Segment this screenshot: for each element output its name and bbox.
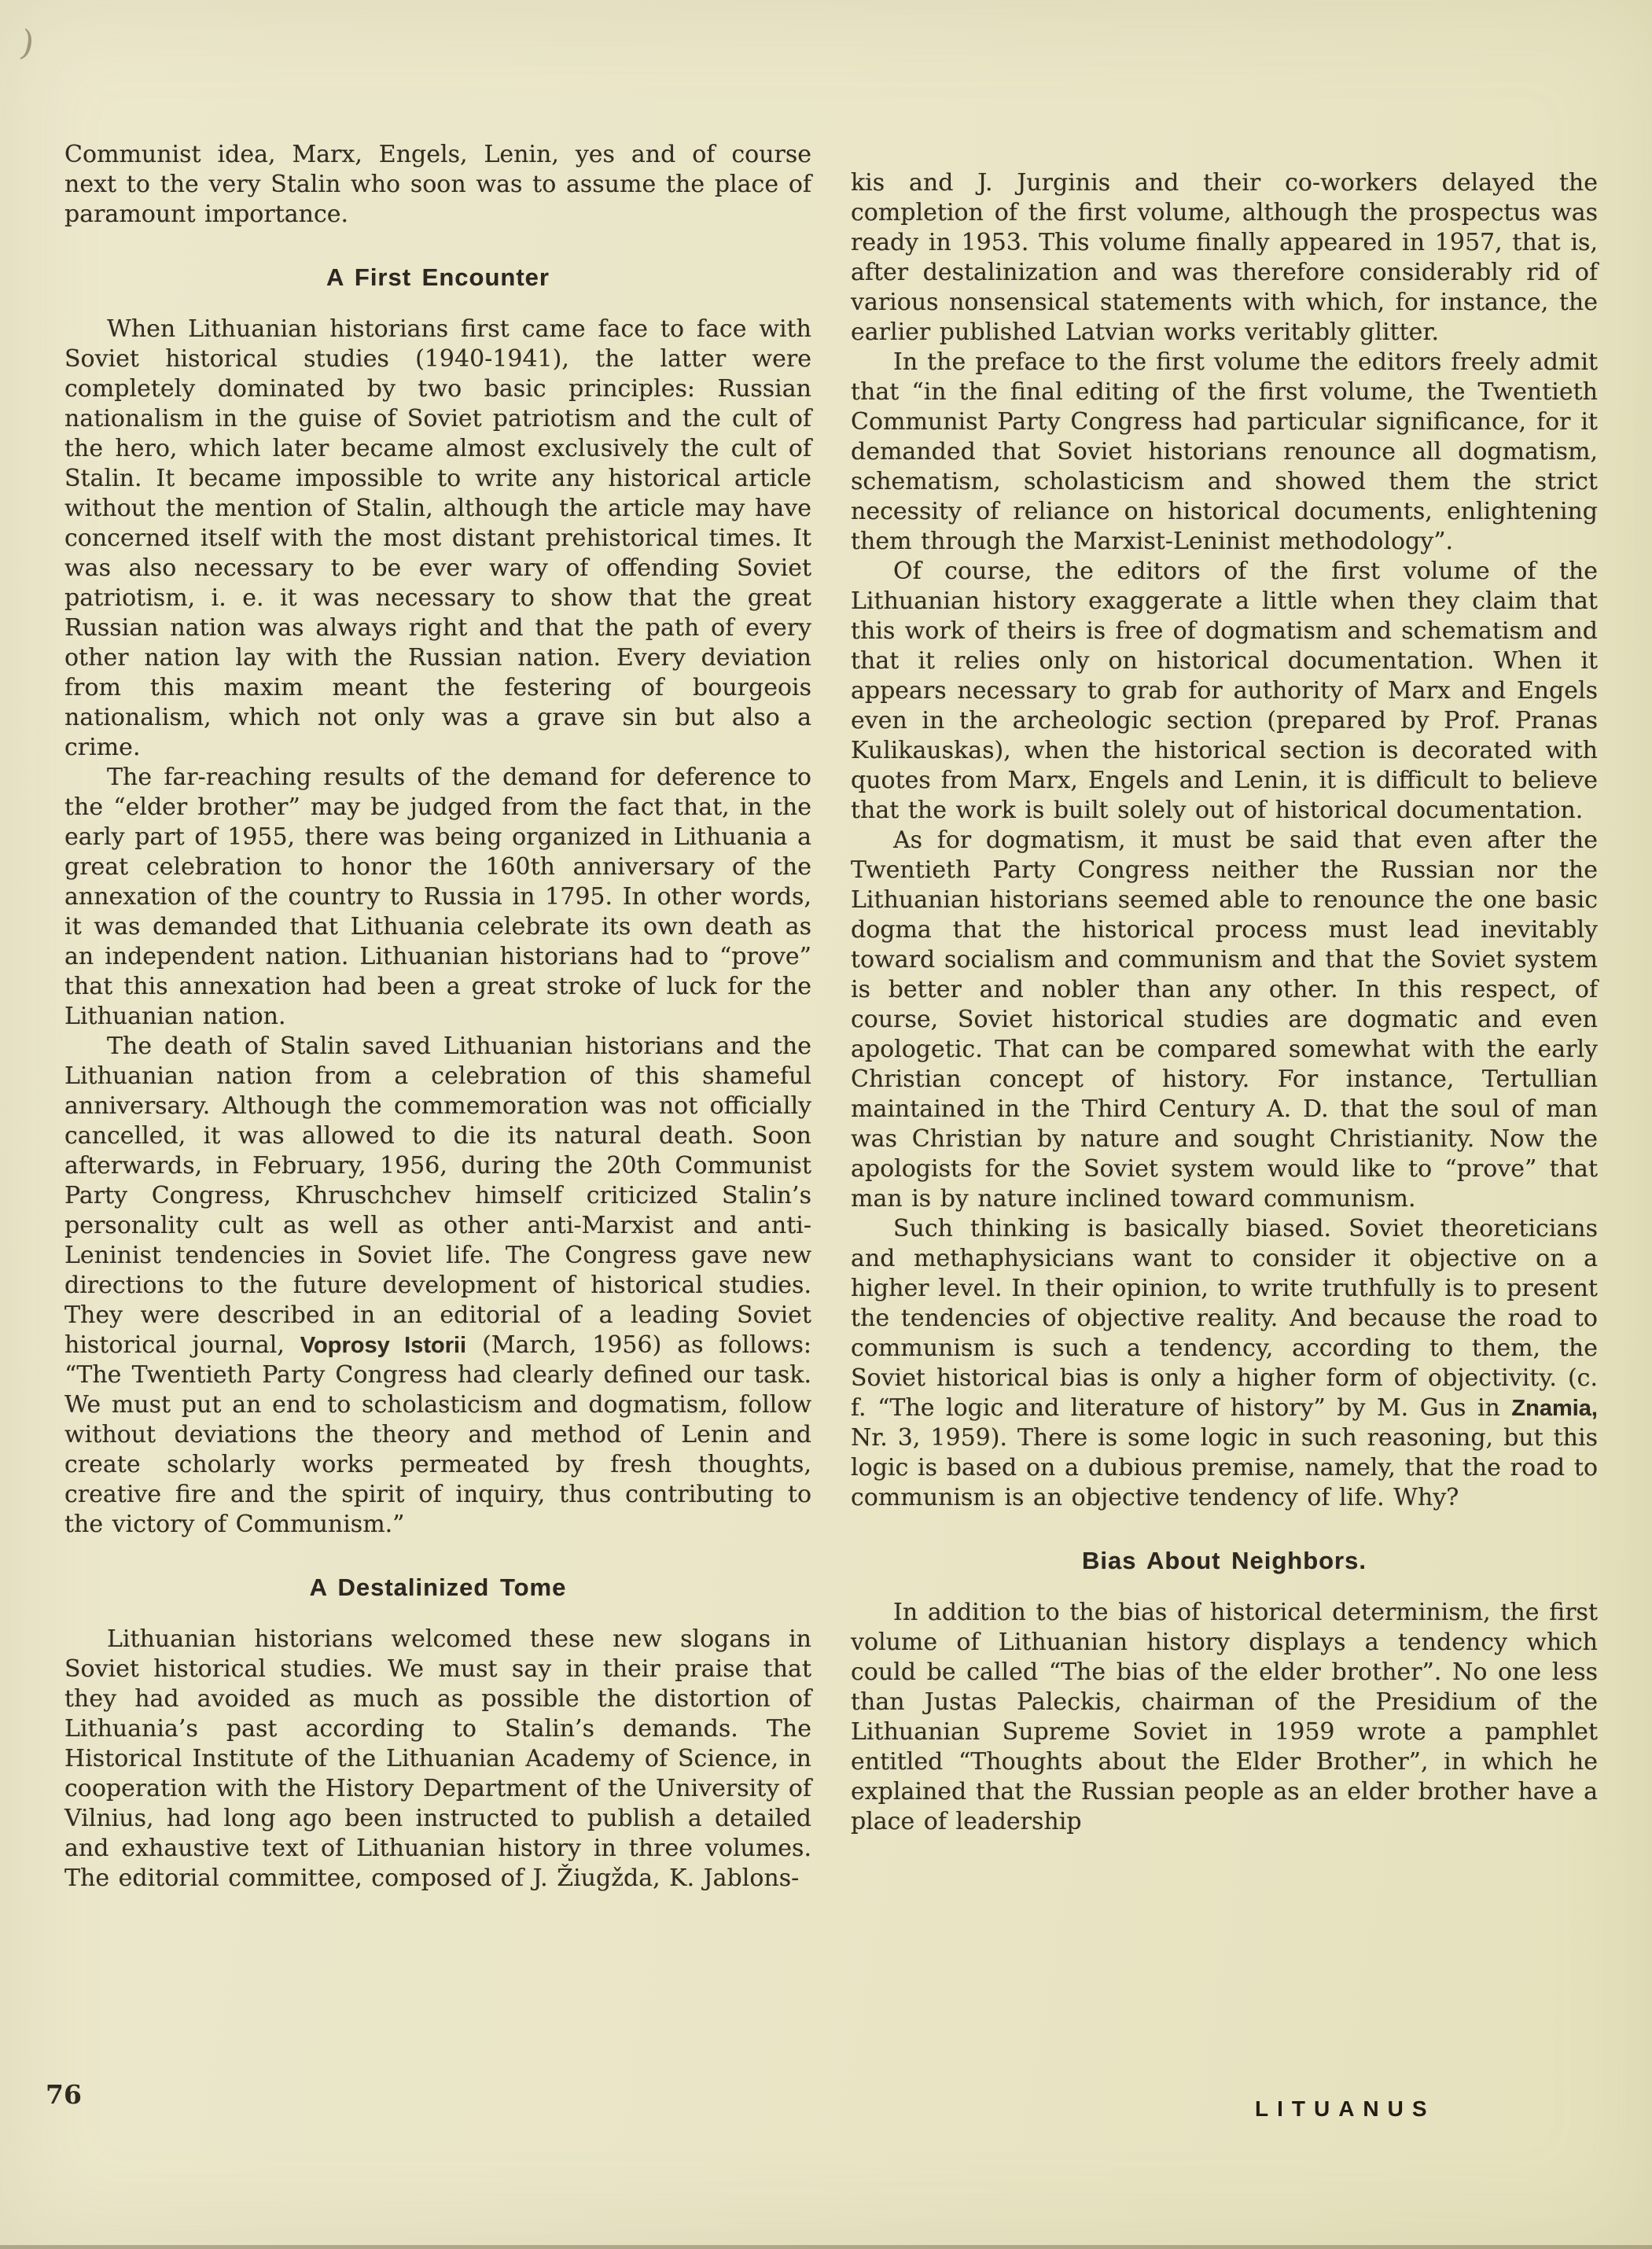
body-text: When Lithuanian historians first came face to face with Soviet historical studies (1940-1941), the latter were completely dominated by two basic principles: Russian nationalism in the guise of Soviet patriotism and the cult of the hero, which later became almost exclusively the cult of Stalin. It became impossible to write any historical article without the mention of Stalin, although the article may have concerned itself with the most distant prehistorical times. It was also necessary to be ever wary of offending Soviet patriotism, i. e. it was necessary to show that the great Russian nation was always right and that the path of every other nation lay with the Russian nation. Every deviation from this maxim meant the festering of bourgeois nationalism, which not only was a grave sin but also a crime.	[64, 315, 811, 761]
journal-footer: LITUANUS	[1255, 2096, 1436, 2121]
heading-a-first-encounter: A First Encounter	[326, 263, 550, 291]
body-text: The far-reaching results of the demand for deference to the “elder brother” may be judged from the fact that, in the early part of 1955, there was being organized in Lithuania a great celebration to honor the 160th anniversary of the annexation of the country to Russia in 1795. In other words, it was demanded that Lithuania celebrate its own death as an independent nation. Lithuanian historians had to “prove” that this annexation had been a great stroke of luck for the Lithuanian nation.	[64, 764, 811, 1030]
paragraph	[851, 557, 1598, 826]
heading-a-destalinized-tome: A Destalinized Tome	[309, 1574, 567, 1601]
page-number: 76	[46, 2079, 82, 2110]
paragraph	[64, 1625, 811, 1894]
body-text: As for dogmatism, it must be said that even after the Twentieth Party Congress neither the Russian nor the Lithuanian historians seemed able to renounce the one basic dogma that the historical process must lead inevitably toward socialism and communism and that the Soviet system is better and nobler than any other. In this respect, of course, Soviet historical studies are dogmatic and even apologetic. That can be compared somewhat with the early Christian concept of history. For instance, Tertullian maintained in the Third Century A. D. that the soul of man was Christian by nature and sought Christianity. Now the apologists for the Soviet system would like to “prove” that man is by nature inclined toward communism.	[851, 826, 1598, 1213]
paragraph	[64, 763, 811, 1032]
paragraph	[851, 1214, 1598, 1513]
pen-mark: )	[17, 22, 38, 65]
body-text: Of course, the editors of the first volume of the Lithuanian history exaggerate a little when they claim that this work of theirs is free of dogmatism and schematism and that it relies only on historical documentation. When it appears necessary to grab for authority of Marx and Engels even in the archeologic section (prepared by Prof. Pranas Kulikauskas), when the historical section is decorated with quotes from Marx, Engels and Lenin, it is difficult to believe that the work is built solely out of historical documentation.	[851, 558, 1598, 824]
body-text: kis and J. Jurginis and their co-workers delayed the completion of the first volume, although the prospectus was ready in 1953. This volume finally appeared in 1957, that is, after destalinization and was therefore considerably rid of various nonsensical statements with which, for instance, the earlier published Latvian works veritably glitter.	[851, 169, 1598, 346]
body-text: Lithuanian historians welcomed these new slogans in Soviet historical studies. We must say in their praise that they had avoided as much as possible the distortion of Lithuania’s past according to Stalin’s demands. The Historical Institute of the Lithuanian Academy of Science, in cooperation with the History Department of the University of Vilnius, had long ago been instructed to publish a detailed and exhaustive text of Lithuanian history in three volumes. The editorial committee, composed of J. Žiugžda, K. Jablons-	[64, 1625, 811, 1892]
paragraph	[851, 348, 1598, 557]
heading-bias-about-neighbors: Bias About Neighbors.	[1082, 1547, 1367, 1574]
paragraph	[64, 315, 811, 763]
body-text: (March, 1956) as follows: “The Twentieth Party Congress had clearly defined our task. We must put an end to scholasticism and dogmatism, follow without deviations the theory and method of Lenin and create scholarly works permeated by fresh thoughts, creative fire and the spirit of inquiry, thus contributing to the victory of Communism.”	[64, 1331, 811, 1538]
right-column	[851, 168, 1598, 1837]
body-text: Communist idea, Marx, Engels, Lenin, yes and of course next to the very Stalin who soon was to assume the place of paramount importance.	[64, 141, 811, 228]
bold-text: Znamia,	[1511, 1396, 1598, 1421]
paragraph	[64, 1032, 811, 1540]
paragraph	[64, 140, 811, 230]
bold-text: Voprosy Istorii	[300, 1333, 467, 1358]
paragraph	[851, 826, 1598, 1214]
body-text: In addition to the bias of historical determinism, the first volume of Lithuanian history displays a tendency which could be called “The bias of the elder brother”. No one less than Justas Paleckis, chairman of the Presidium of the Lithuanian Supreme Soviet in 1959 wrote a pamphlet entitled “Thoughts about the Elder Brother”, in which he explained that the Russian people as an elder brother have a place of leadership	[851, 1599, 1598, 1835]
body-text: The death of Stalin saved Lithuanian historians and the Lithuanian nation from a celebration of this shameful anniversary. Although the commemoration was not officially cancelled, it was allowed to die its natural death. Soon afterwards, in February, 1956, during the 20th Communist Party Congress, Khruschchev himself criticized Stalin’s personality cult as well as other anti-Marxist and anti-Leninist tendencies in Soviet life. The Congress gave new directions to the future development of historical studies. They were described in an editorial of a leading Soviet historical journal,	[64, 1032, 811, 1359]
body-text: In the preface to the first volume the editors freely admit that “in the final editing of the first volume, the Twentieth Communist Party Congress had particular significance, for it demanded that Soviet historians renounce all dogmatism, schematism, scholasticism and showed them the strict necessity of reliance on historical documents, enlightening them through the Marxist-Leninist methodology”.	[851, 348, 1598, 555]
body-text: Such thinking is basically biased. Soviet theoreticians and methaphysicians want to consider it objective on a higher level. In their opinion, to write truthfully is to present the tendencies of objective reality. And because the road to communism is such a tendency, according to them, the Soviet historical bias is only a higher form of objectivity. (c. f. “The logic and literature of history” by M. Gus in	[851, 1215, 1598, 1422]
body-text: Nr. 3, 1959). There is some logic in such reasoning, but this logic is based on a dubious premise, namely, that the road to communism is an objective tendency of life. Why?	[851, 1424, 1598, 1511]
paragraph	[851, 168, 1598, 348]
left-column	[64, 140, 811, 1894]
paragraph	[851, 1598, 1598, 1837]
